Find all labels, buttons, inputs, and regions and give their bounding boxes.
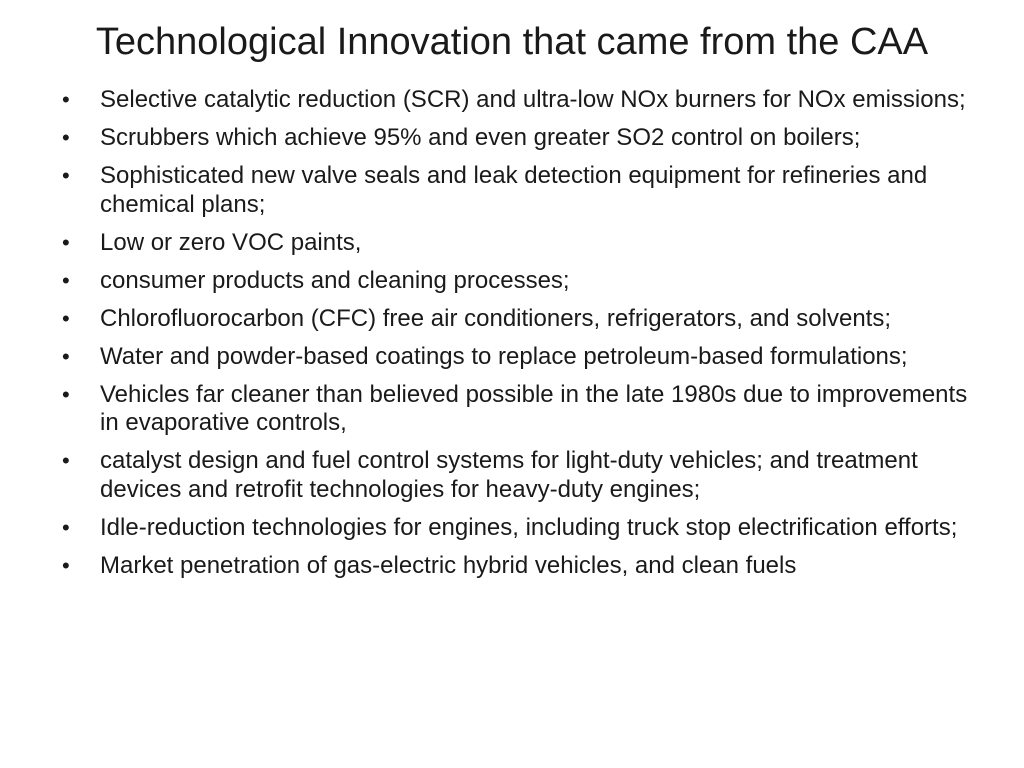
bullet-item (62, 305, 982, 334)
bullet-item (62, 86, 982, 115)
bullet-icon: • (62, 163, 70, 188)
bullet-item (62, 229, 982, 258)
bullet-icon: • (62, 514, 70, 540)
bullet-text: Sophisticated new valve seals and leak detection equipment for refineries and chemical plans; (100, 162, 928, 218)
bullet-icon: • (62, 552, 70, 578)
bullet-text: Scrubbers which achieve 95% and even greater SO2 control on boilers; (100, 124, 861, 151)
bullet-icon: • (62, 229, 70, 255)
bullet-icon: • (62, 125, 70, 150)
bullet-item (62, 124, 982, 153)
bullet-text: Idle-reduction technologies for engines, including truck stop electrification efforts; (100, 513, 958, 541)
bullet-item (62, 552, 982, 581)
bullet-text: Vehicles far cleaner than believed possible in the late 1980s due to improvements in evaporative controls, (100, 380, 968, 436)
bullet-icon: • (62, 87, 70, 112)
bullet-item (62, 514, 982, 543)
bullet-text: Selective catalytic reduction (SCR) and ultra-low NOx burners for NOx emissions; (100, 86, 966, 113)
bullet-text: consumer products and cleaning processes; (100, 266, 570, 294)
bullet-text: Market penetration of gas-electric hybrid vehicles, and clean fuels (100, 551, 797, 579)
bullet-item (62, 381, 982, 438)
bullet-icon: • (62, 267, 70, 293)
bullet-text: Water and powder-based coatings to replace petroleum-based formulations; (100, 342, 908, 370)
bullet-text: Low or zero VOC paints, (100, 228, 362, 256)
bullet-text: Chlorofluorocarbon (CFC) free air conditioners, refrigerators, and solvents; (100, 304, 892, 332)
bullet-item (62, 267, 982, 296)
bullet-item (62, 343, 982, 372)
slide-title: Technological Innovation that came from the CAA (95, 21, 929, 63)
bullet-icon: • (62, 448, 70, 473)
bullet-icon: • (62, 305, 70, 331)
bullet-item (62, 162, 982, 219)
bullet-text: catalyst design and fuel control systems for light-duty vehicles; and treatment devices and retrofit technologies for heavy-duty engines; (100, 447, 918, 503)
bullet-icon: • (62, 343, 70, 369)
bullet-list (62, 86, 982, 590)
bullet-item (62, 447, 982, 504)
bullet-icon: • (62, 381, 70, 407)
